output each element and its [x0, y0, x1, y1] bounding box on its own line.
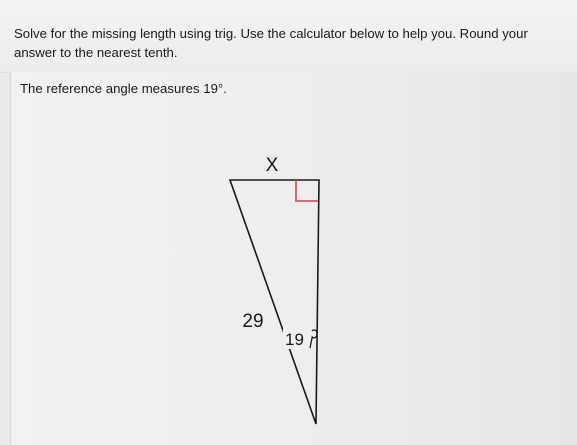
angle-label: 19 — [285, 330, 304, 349]
right-triangle — [230, 180, 319, 424]
reference-angle-text: The reference angle measures 19°. — [20, 81, 227, 96]
hypotenuse-label: 29 — [242, 311, 264, 332]
side-x-label: X — [265, 155, 279, 176]
question-instructions: Solve for the missing length using trig. Use the calculator below to help you. Round your answer to the nearest tenth. — [14, 26, 528, 60]
right-angle-marker — [296, 180, 318, 201]
